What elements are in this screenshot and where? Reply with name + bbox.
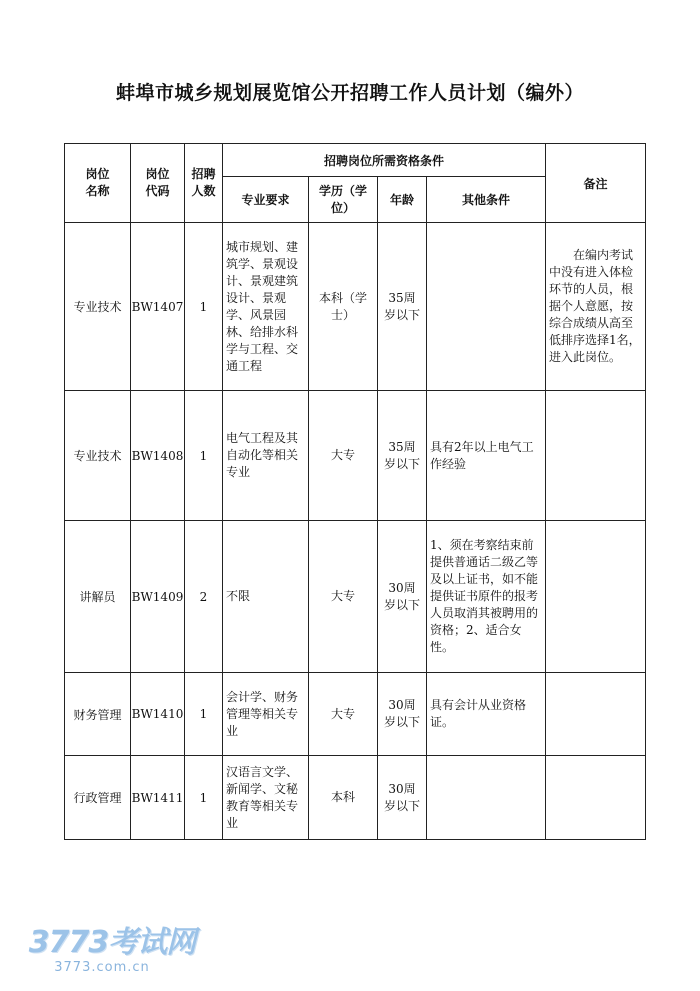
cell-recruit-count: 1 (185, 223, 223, 391)
cell-position-name: 专业技术 (65, 391, 131, 521)
cell-age: 30周岁以下 (378, 756, 427, 840)
document-title: 蚌埠市城乡规划展览馆公开招聘工作人员计划（编外） (115, 82, 584, 104)
cell-position-code: BW1411 (131, 756, 185, 840)
cell-other: 具有会计从业资格证。 (427, 673, 546, 756)
cell-position-code: BW1410 (131, 673, 185, 756)
table-row (65, 673, 646, 756)
cell-other: 1、须在考察结束前提供普通话二级乙等及以上证书，如不能提供证书原件的报考人员取消其被聘用的资格；2、适合女性。 (427, 521, 546, 673)
header-recruit-count: 招聘人数 (185, 144, 223, 223)
cell-age: 35周岁以下 (378, 391, 427, 521)
table-row (65, 756, 646, 840)
header-education: 学历（学位） (309, 177, 378, 223)
cell-recruit-count: 1 (185, 756, 223, 840)
header-remarks: 备注 (546, 144, 646, 223)
cell-position-code: BW1409 (131, 521, 185, 673)
site-watermark (12, 926, 212, 976)
table-row (65, 223, 646, 391)
cell-position-name: 讲解员 (65, 521, 131, 673)
cell-major: 会计学、财务管理等相关专业 (223, 673, 309, 756)
cell-recruit-count: 1 (185, 673, 223, 756)
recruitment-plan-table (64, 143, 646, 840)
cell-major: 城市规划、建筑学、景观设计、景观建筑设计、景观学、风景园林、给排水科学与工程、交通工程 (223, 223, 309, 391)
cell-position-code: BW1407 (131, 223, 185, 391)
cell-remarks (546, 756, 646, 840)
cell-other: 具有2年以上电气工作经验 (427, 391, 546, 521)
cell-other (427, 756, 546, 840)
cell-remarks (546, 673, 646, 756)
cell-education: 大专 (309, 391, 378, 521)
cell-position-name: 行政管理 (65, 756, 131, 840)
cell-remarks (546, 391, 646, 521)
header-conditions-group: 招聘岗位所需资格条件 (223, 144, 546, 177)
header-major: 专业要求 (223, 177, 309, 223)
cell-age: 35周岁以下 (378, 223, 427, 391)
watermark-url: 3773.com.cn (54, 960, 150, 975)
header-other: 其他条件 (427, 177, 546, 223)
cell-education: 本科（学士） (309, 223, 378, 391)
header-position-code: 岗位代码 (131, 144, 185, 223)
cell-recruit-count: 2 (185, 521, 223, 673)
cell-major: 不限 (223, 521, 309, 673)
cell-education: 大专 (309, 673, 378, 756)
header-position-name: 岗位名称 (65, 144, 131, 223)
cell-major: 电气工程及其自动化等相关专业 (223, 391, 309, 521)
header-age: 年龄 (378, 177, 427, 223)
watermark-logo: 3773考试网 (28, 925, 196, 960)
cell-age: 30周岁以下 (378, 521, 427, 673)
cell-remarks (546, 521, 646, 673)
cell-age: 30周岁以下 (378, 673, 427, 756)
cell-position-name: 财务管理 (65, 673, 131, 756)
table-row (65, 391, 646, 521)
cell-education: 大专 (309, 521, 378, 673)
cell-remarks: 在编内考试中没有进入体检环节的人员，根据个人意愿，按综合成绩从高至低排序选择1名，进入此岗位。 (546, 223, 646, 391)
cell-education: 本科 (309, 756, 378, 840)
table-row (65, 521, 646, 673)
cell-recruit-count: 1 (185, 391, 223, 521)
cell-other (427, 223, 546, 391)
cell-position-name: 专业技术 (65, 223, 131, 391)
cell-major: 汉语言文学、新闻学、文秘教育等相关专业 (223, 756, 309, 840)
cell-position-code: BW1408 (131, 391, 185, 521)
